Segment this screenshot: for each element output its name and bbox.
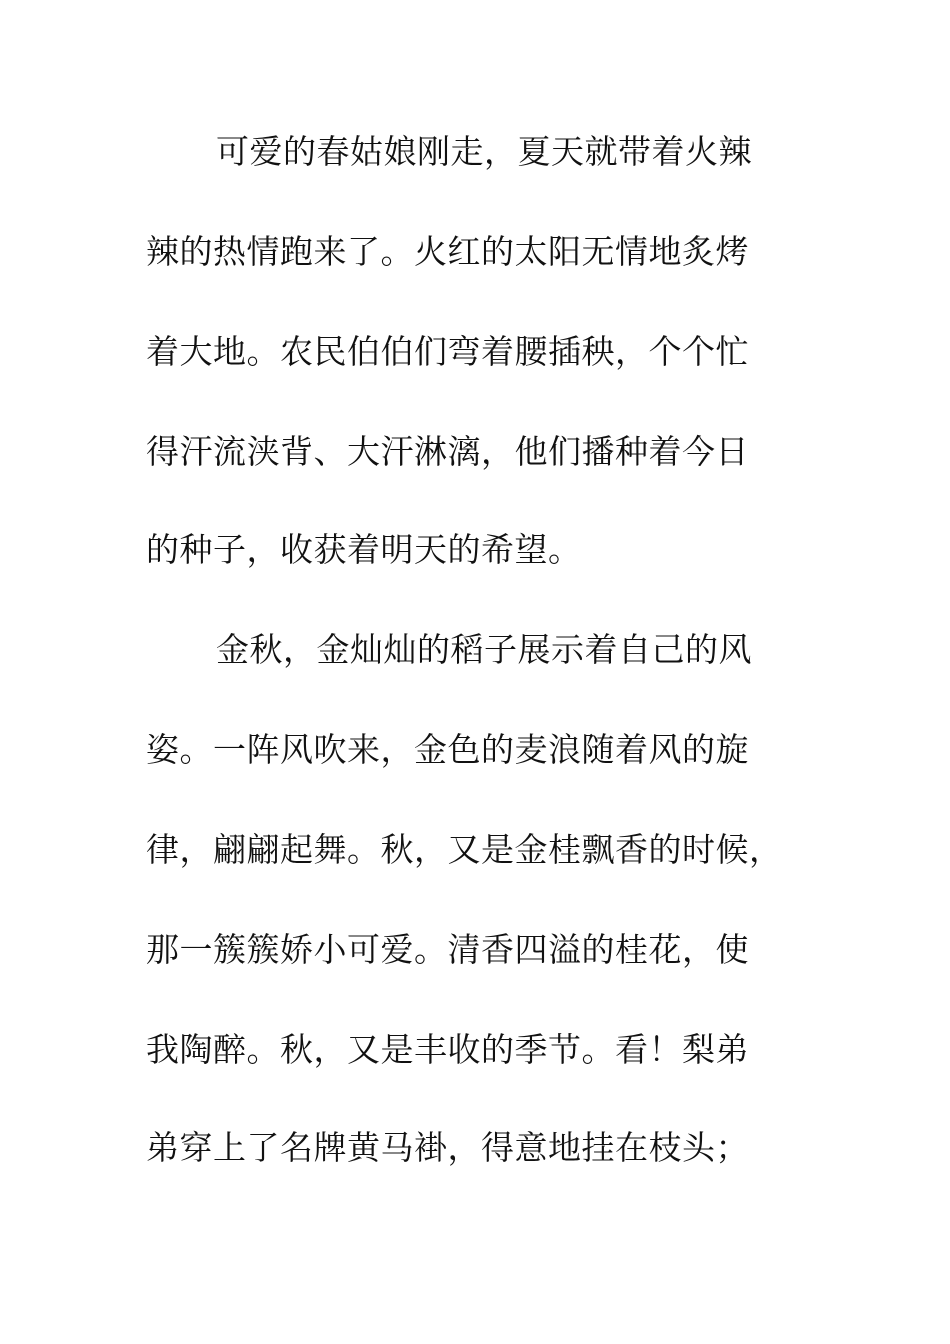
paragraph-1-line-3: 着大地。农民伯伯们弯着腰插秧，个个忙 — [146, 332, 749, 371]
paragraph-1-line-4: 得汗流浃背、大汗淋漓，他们播种着今日 — [146, 432, 749, 471]
paragraph-1-line-1: 可爱的春姑娘刚走，夏天就带着火辣 — [216, 132, 752, 171]
paragraph-2-line-2: 姿。一阵风吹来，金色的麦浪随着风的旋 — [146, 730, 749, 769]
paragraph-2-line-5: 我陶醉。秋，又是丰收的季节。看！梨弟 — [146, 1030, 749, 1069]
paragraph-1-line-5: 的种子，收获着明天的希望。 — [146, 530, 582, 569]
paragraph-2-line-6: 弟穿上了名牌黄马褂，得意地挂在枝头； — [146, 1128, 749, 1167]
paragraph-2-line-1: 金秋，金灿灿的稻子展示着自己的风 — [216, 630, 752, 669]
paragraph-1-line-2: 辣的热情跑来了。火红的太阳无情地炙烤 — [146, 232, 749, 271]
paragraph-2-line-4: 那一簇簇娇小可爱。清香四溢的桂花，使 — [146, 930, 749, 969]
paragraph-2-line-3: 律，翩翩起舞。秋，又是金桂飘香的时候， — [146, 830, 783, 869]
